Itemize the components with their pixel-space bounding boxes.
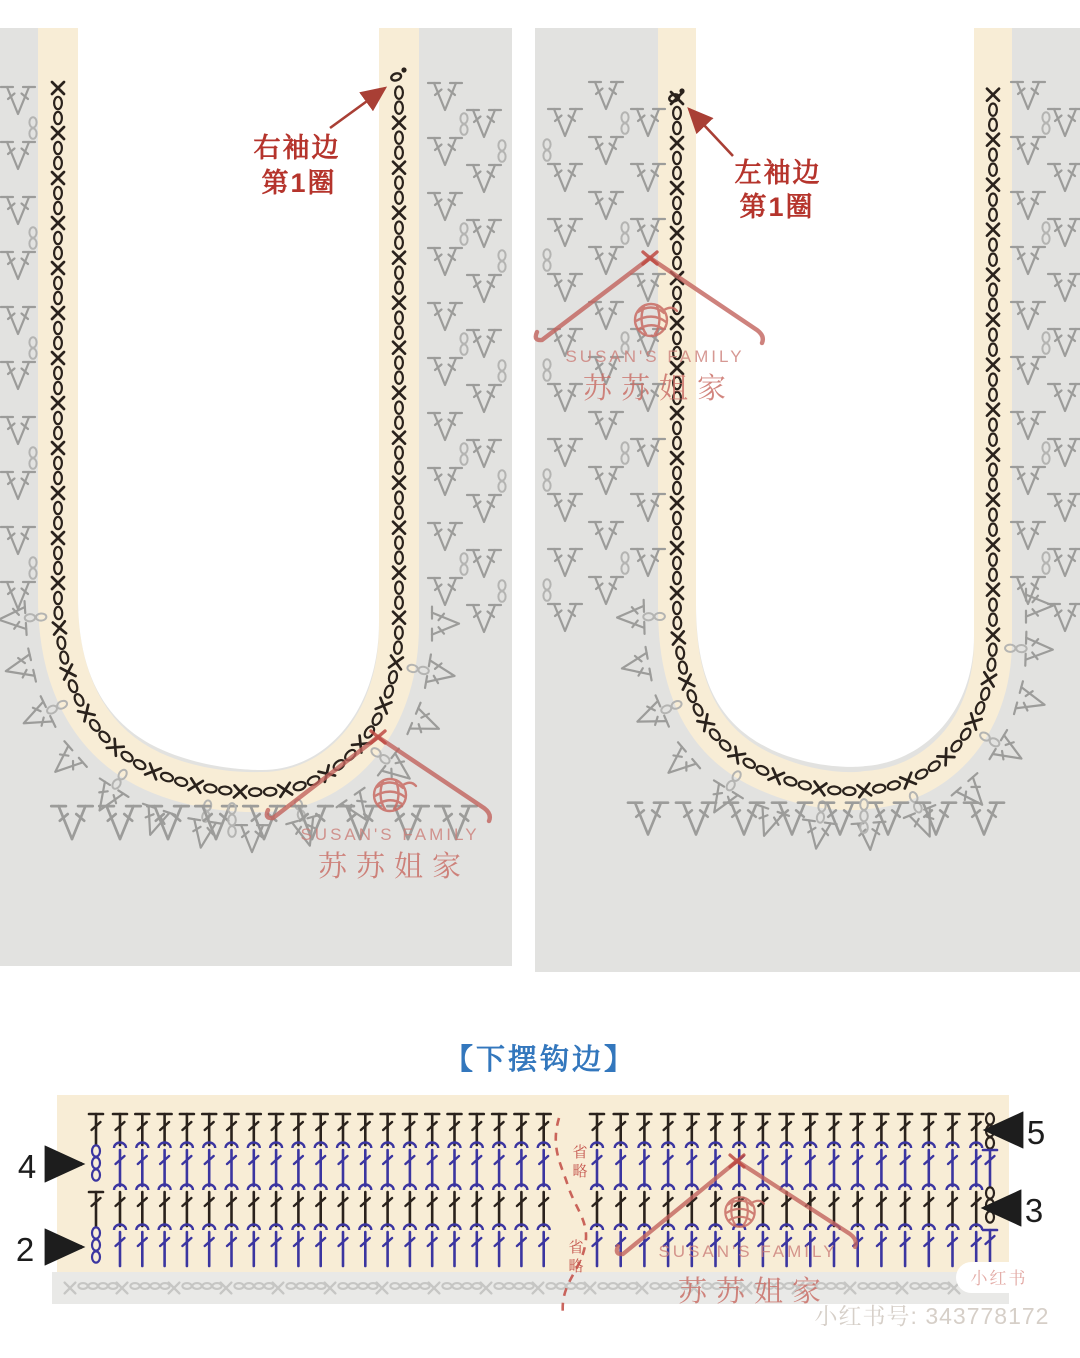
right-sleeve-annotation-line1: 右袖边	[253, 133, 341, 163]
panel-fabric	[0, 28, 1080, 972]
row-5-number: 5	[1026, 1114, 1046, 1151]
row-2-number: 2	[15, 1231, 35, 1268]
omitted-char-1: 省	[572, 1144, 588, 1161]
omitted-char-2: 略	[568, 1258, 584, 1275]
generated-stitch-art	[0, 28, 1080, 1304]
watermark-text-cn: 苏苏姐家	[317, 851, 471, 883]
xiaohongshu-id-watermark: 小红书号: 343778172	[814, 1303, 1050, 1329]
omitted-char-2: 略	[572, 1163, 588, 1180]
hem-edging-title: 【下摆钩边】	[443, 1044, 637, 1076]
left-sleeve-annotation-line1: 左袖边	[734, 158, 822, 188]
right-sleeve-annotation-line2: 第1圈	[261, 168, 337, 198]
watermark-text-cn: 苏苏姐家	[677, 1276, 831, 1308]
left-sleeve-annotation-line2: 第1圈	[739, 192, 815, 222]
watermark-text-en: SUSAN'S FAMILY	[300, 825, 480, 844]
omitted-char-1: 省	[568, 1239, 584, 1256]
xiaohongshu-badge	[956, 1262, 1042, 1293]
badge-text: 小红书	[970, 1269, 1028, 1288]
watermark-text-en: SUSAN'S FAMILY	[565, 347, 745, 366]
row-4-number: 4	[17, 1148, 37, 1185]
watermark-text-cn: 苏苏姐家	[582, 373, 736, 405]
watermark-text-en: SUSAN'S FAMILY	[658, 1242, 838, 1261]
row-3-number: 3	[1024, 1192, 1044, 1229]
hem-chart	[52, 1095, 1009, 1304]
